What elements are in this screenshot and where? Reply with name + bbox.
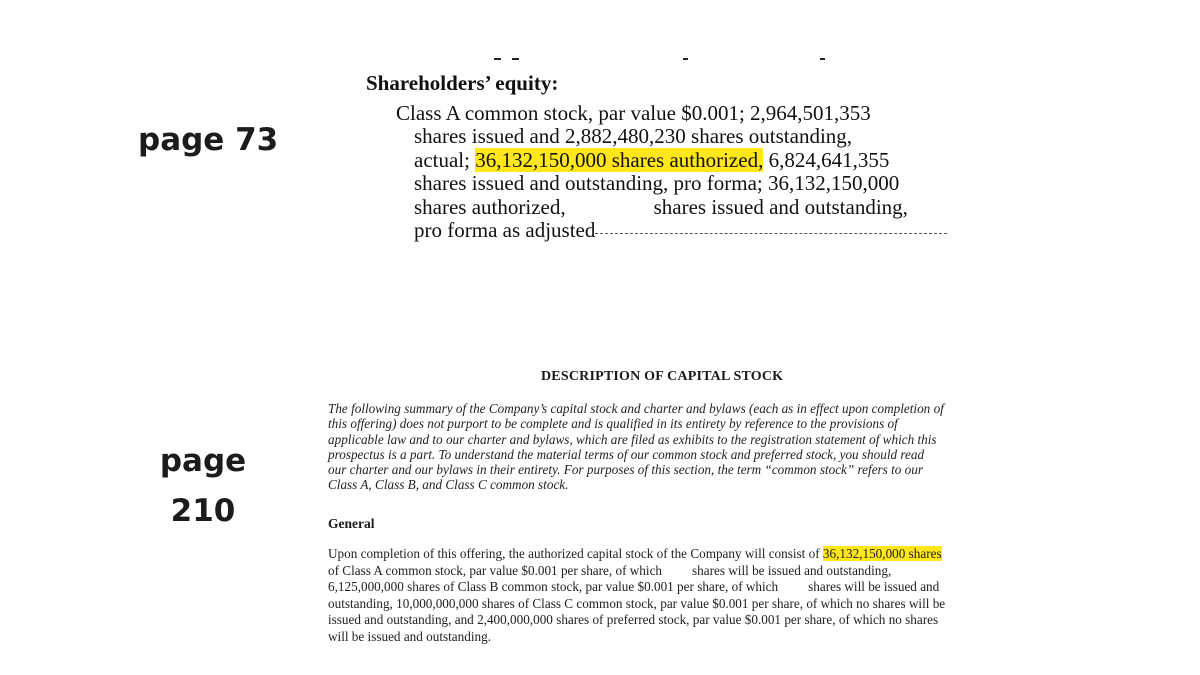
excerpt-text: 6,824,641,355 xyxy=(763,147,890,172)
paragraph-line: issued and outstanding, and 2,400,000,000 shares of preferred stock, par value $0.001 per share, of which no shares xyxy=(328,612,939,627)
intro-line: prospectus is a part. To understand the material terms of our common stock and preferred stock, you should read xyxy=(328,446,925,462)
page-210-label xyxy=(158,436,248,536)
excerpt-text: pro forma as adjusted xyxy=(414,218,596,242)
capital-stock-title: DESCRIPTION OF CAPITAL STOCK xyxy=(541,369,784,384)
excerpt-line: shares issued and outstanding, pro forma; 36,132,150,000 xyxy=(414,171,900,195)
intro-line: applicable law and to our charter and bylaws, which are filed as exhibits to the registration statement of which this xyxy=(328,431,937,447)
paragraph-text: shares will be issued and outstanding, xyxy=(692,562,892,578)
shareholders-equity-excerpt xyxy=(366,72,976,243)
paragraph-text: of Class A common stock, par value $0.001 per share, of which xyxy=(328,562,663,578)
cropped-mark xyxy=(820,58,825,60)
capital-stock-intro xyxy=(328,401,1018,493)
paragraph-text: Upon completion of this offering, the authorized capital stock of the Company will consist of xyxy=(328,546,823,561)
paragraph-line xyxy=(328,579,1018,596)
shareholders-equity-heading: Shareholders’ equity: xyxy=(366,71,559,95)
cropped-mark xyxy=(494,58,501,60)
page-210-label-word: page xyxy=(159,443,247,479)
intro-line: this offering) does not purport to be complete and is qualified in its entirety by reference to the provisions of xyxy=(328,416,898,432)
excerpt-text: shares authorized, xyxy=(414,194,566,219)
excerpt-text: actual; xyxy=(414,147,476,172)
general-paragraph xyxy=(328,546,1018,645)
paragraph-line xyxy=(328,546,1018,563)
cropped-mark xyxy=(683,58,688,60)
paragraph-line: outstanding, 10,000,000,000 shares of Class C common stock, par value $0.001 per share, of which no shares will be xyxy=(328,595,946,611)
excerpt-line: Class A common stock, par value $0.001; 2,964,501,353 xyxy=(396,100,871,125)
excerpt-line xyxy=(366,219,976,243)
intro-line: The following summary of the Company’s capital stock and charter and bylaws (each as in effect upon completion of xyxy=(328,401,944,416)
excerpt-line xyxy=(366,149,976,173)
general-heading: General xyxy=(328,516,375,531)
excerpt-line xyxy=(366,196,976,220)
page-210-label-number: 210 xyxy=(170,493,236,529)
paragraph-line: will be issued and outstanding. xyxy=(328,628,491,644)
highlighted-authorized-shares: 36,132,150,000 shares authorized, xyxy=(475,147,764,172)
paragraph-text: shares will be issued and xyxy=(808,579,940,594)
dotted-leader xyxy=(595,233,947,234)
paragraph-line xyxy=(328,563,1018,580)
highlighted-class-a-shares: 36,132,150,000 shares xyxy=(822,546,942,561)
page-73-label: page 73 xyxy=(138,122,279,158)
intro-line: Class A, Class B, and Class C common stock. xyxy=(328,477,569,493)
cropped-mark xyxy=(512,58,519,60)
excerpt-line: shares issued and 2,882,480,230 shares outstanding, xyxy=(414,124,853,148)
paragraph-text: 6,125,000,000 shares of Class B common stock, par value $0.001 per share, of which xyxy=(328,579,779,594)
excerpt-text: shares issued and outstanding, xyxy=(653,194,908,219)
intro-line: our charter and our bylaws in their entirety. For purposes of this section, the term “common stock” refers to our xyxy=(328,462,923,478)
